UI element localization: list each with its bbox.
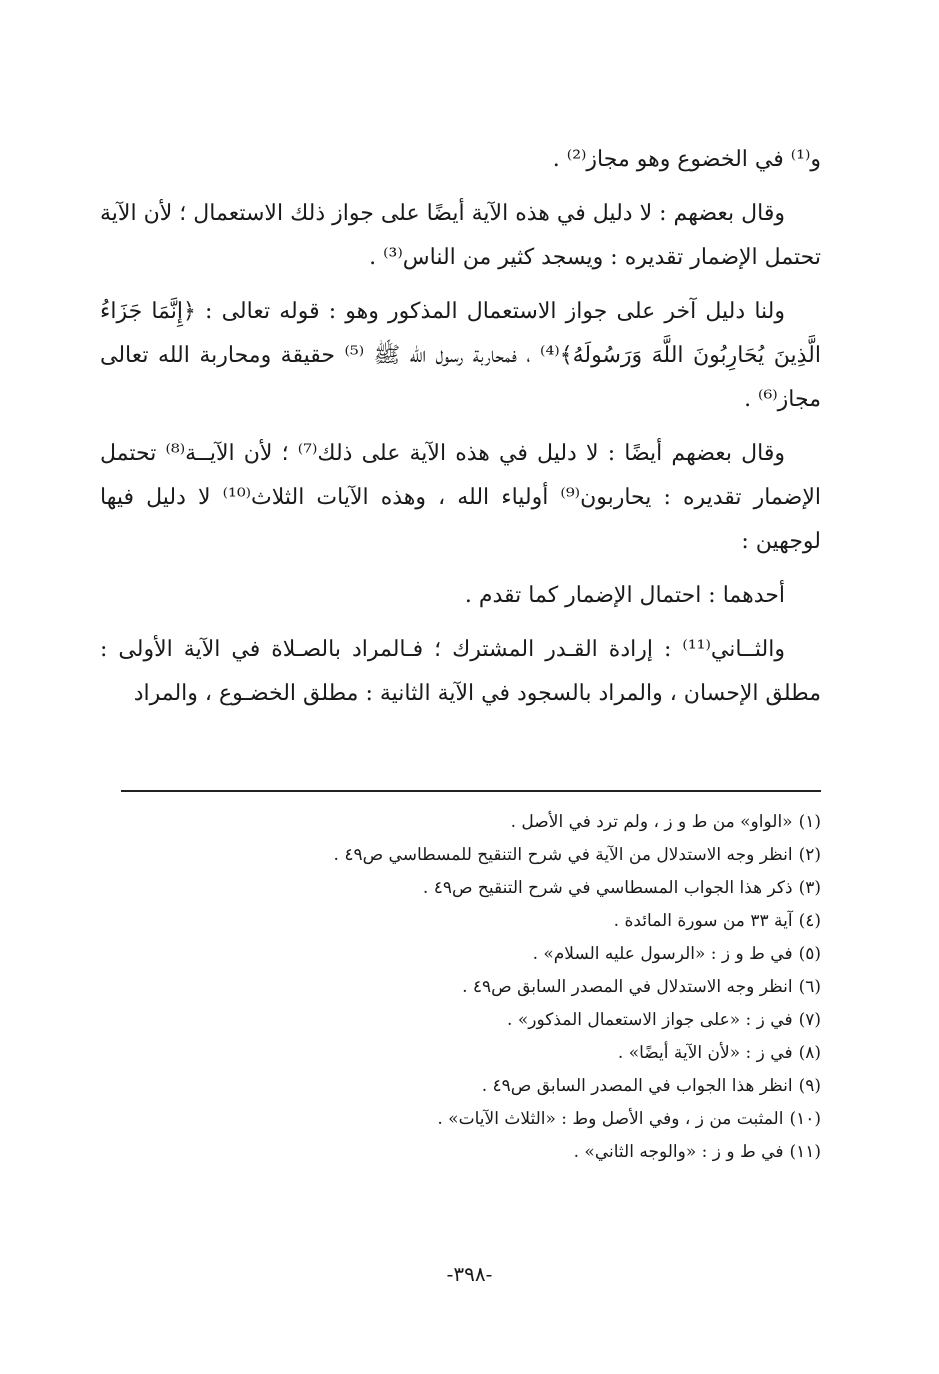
footnote-text: في ز : «لأن الآية أيضًا» .	[617, 1043, 793, 1063]
footnote-8	[100, 1037, 821, 1070]
footnote-text: في ط و ز : «الرسول عليه السلام» .	[532, 944, 793, 964]
footnote-number: (١)	[798, 812, 821, 832]
footnote-10	[100, 1103, 821, 1136]
footnote-2	[100, 839, 821, 872]
footnote-text: انظر وجه الاستدلال في المصدر السابق ص٤٩ .	[462, 977, 793, 997]
footnote-5	[100, 938, 821, 971]
footnote-text: آية ٣٣ من سورة المائدة .	[613, 911, 793, 931]
paragraph-6: والثــاني⁽¹¹⁾ : إرادة القـدر المشترك ؛ فـالمراد بالصـلاة في الآية الأولى : مطلق الإحسان ، والمراد بالسجود في الآية الثانية : مطلق الخضـوع ، والمراد	[100, 637, 821, 706]
footnotes	[100, 806, 821, 1169]
footnote-11	[100, 1136, 821, 1169]
footnote-number: (١٠)	[789, 1109, 821, 1129]
footnote-number: (٥)	[798, 944, 821, 964]
paragraph-3: ولنا دليل آخر على جواز الاستعمال المذكور وهو : قوله تعالى : ﴿إِنَّمَا جَزَاءُ الَّذِينَ يُحَارِبُونَ اللَّهَ وَرَسُولَهُ﴾⁽⁴⁾ ، فمحاربة رسول الله ﷺ ⁽⁵⁾ حقيقة ومحاربة الله تعالى مجاز⁽⁶⁾ .	[100, 299, 822, 412]
footnote-9	[100, 1070, 821, 1103]
footnote-number: (١١)	[789, 1142, 821, 1162]
footnote-text: انظر وجه الاستدلال من الآية في شرح التنقيح للمسطاسي ص٤٩ .	[333, 845, 793, 865]
footnote-text: في ط و ز : «والوجه الثاني» .	[573, 1142, 784, 1162]
main-text	[100, 138, 821, 726]
footnote-number: (٨)	[798, 1043, 821, 1063]
footnote-3	[100, 872, 821, 905]
footnote-text: «الواو» من ط و ز ، ولم ترد في الأصل .	[510, 812, 793, 832]
footnote-1	[100, 806, 821, 839]
page-number: -٣٩٨-	[446, 1262, 493, 1286]
paragraph-5: أحدهما : احتمال الإضمار كما تقدم .	[464, 583, 785, 608]
paragraph-2: وقال بعضهم : لا دليل في هذه الآية أيضًا على جواز ذلك الاستعمال ؛ لأن الآية تحتمل الإضمار تقديره : ويسجد كثير من الناس⁽³⁾ .	[100, 201, 821, 270]
footnote-7	[100, 1004, 821, 1037]
footnote-number: (٣)	[798, 878, 821, 898]
footnote-text: المثبت من ز ، وفي الأصل وط : «الثلاث الآيات» .	[437, 1109, 784, 1129]
footnote-number: (٤)	[798, 911, 821, 931]
footnote-text: ذكر هذا الجواب المسطاسي في شرح التنقيح ص٤٩ .	[422, 878, 793, 898]
footnote-number: (٩)	[798, 1076, 821, 1096]
footnote-number: (٦)	[798, 977, 821, 997]
footnote-divider	[121, 790, 821, 792]
footnote-6	[100, 971, 821, 1004]
footnote-text: في ز : «على جواز الاستعمال المذكور» .	[507, 1010, 793, 1030]
footnote-4	[100, 905, 821, 938]
footnote-number: (٧)	[798, 1010, 821, 1030]
paragraph-4: وقال بعضهم أيضًا : لا دليل في هذه الآية على ذلك⁽⁷⁾ ؛ لأن الآيــة⁽⁸⁾ تحتمل الإضمار تقديره : يحاربون⁽⁹⁾ أولياء الله ، وهذه الآيات الثلاث⁽¹⁰⁾ لا دليل فيها لوجهين :	[100, 441, 821, 554]
footnote-text: انظر هذا الجواب في المصدر السابق ص٤٩ .	[481, 1076, 793, 1096]
paragraph-1: و⁽¹⁾ في الخضوع وهو مجاز⁽²⁾ .	[552, 147, 821, 172]
footnote-number: (٢)	[798, 845, 821, 865]
